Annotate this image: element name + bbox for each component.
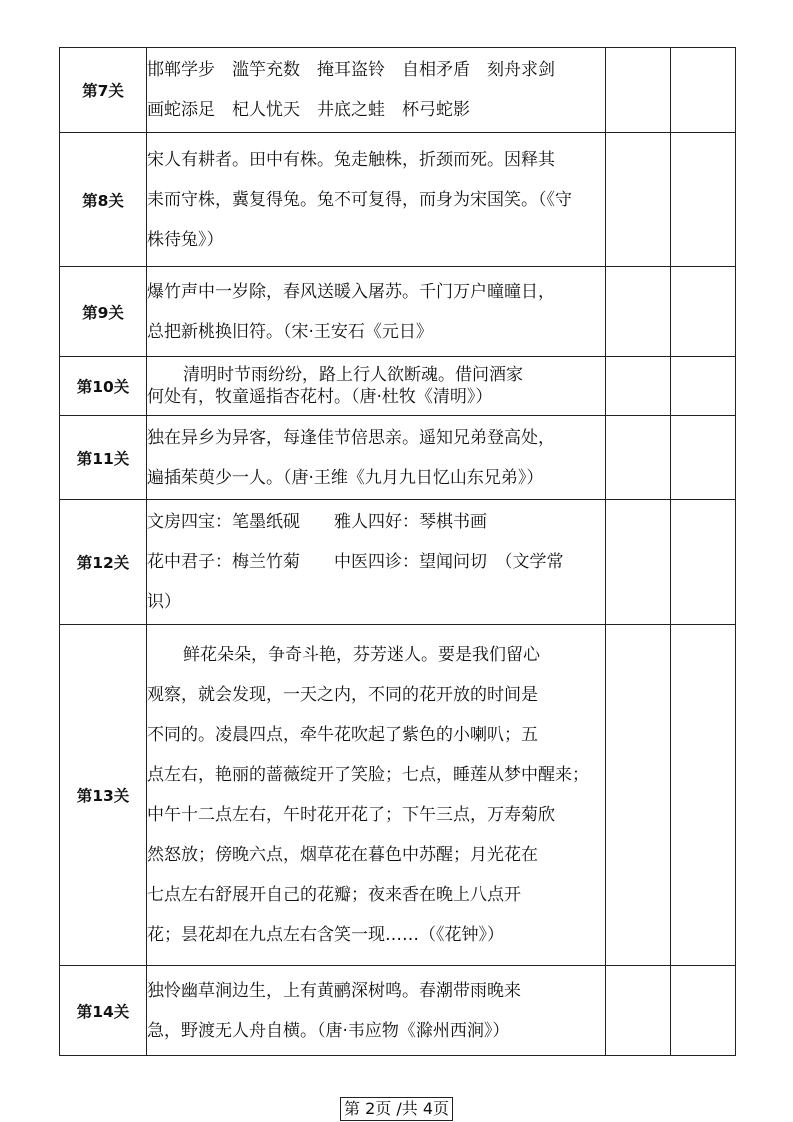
content-line: 总把新桃换旧符。（宋·王安石《元日》 <box>147 321 433 342</box>
blank-cell <box>671 267 736 357</box>
content-line: 中午十二点左右，午时花开花了；下午三点，万寿菊欣 <box>147 805 555 825</box>
content-line: 遍插茱萸少一人。（唐·王维《九月九日忆山东兄弟》） <box>147 467 544 488</box>
content-line: 文房四宝：笔墨纸砚 雅人四好：琴棋书画 <box>147 512 487 532</box>
content-line: 邯郸学步 滥竽充数 掩耳盗铃 自相矛盾 刻舟求剑 <box>147 60 555 80</box>
blank-cell <box>606 267 671 357</box>
content-line: 识） <box>147 592 181 612</box>
content-line: 观察，就会发现，一天之内，不同的花开放的时间是 <box>147 685 538 705</box>
blank-cell <box>606 416 671 500</box>
table-row <box>60 966 736 1056</box>
level-content <box>147 133 606 267</box>
content-line: 独在异乡为异客，每逢佳节倍思亲。遥知兄弟登高处， <box>147 427 555 448</box>
blank-cell <box>671 357 736 416</box>
table-row <box>60 625 736 966</box>
content-line: 花；昙花却在九点左右含笑一现……（《花钟》） <box>147 925 504 945</box>
content-line: 画蛇添足 杞人忧天 井底之蛙 杯弓蛇影 <box>147 100 470 120</box>
table-row <box>60 357 736 416</box>
content-line: 何处有，牧童遥指杏花村。（唐·杜牧《清明》） <box>147 387 493 407</box>
blank-cell <box>671 625 736 966</box>
blank-cell <box>606 625 671 966</box>
content-line: 清明时节雨纷纷，路上行人欲断魂。借问酒家 <box>183 365 523 385</box>
page-footer <box>0 1097 793 1121</box>
content-line: 爆竹声中一岁除，春风送暖入屠苏。千门万户曈曈日， <box>147 281 555 302</box>
content-line: 不同的。凌晨四点，牵牛花吹起了紫色的小喇叭；五 <box>147 725 538 745</box>
table-row <box>60 133 736 267</box>
content-line: 独怜幽草涧边生，上有黄鹂深树鸣。春潮带雨晚来 <box>147 980 521 1001</box>
content-line: 耒而守株，冀复得兔。兔不可复得，而身为宋国笑。（《守 <box>147 189 572 210</box>
table-row <box>60 48 736 133</box>
content-line: 株待兔》） <box>147 229 224 250</box>
content-line: 花中君子：梅兰竹菊 中医四诊：望闻问切 （文学常 <box>147 552 564 572</box>
content-line: 急，野渡无人舟自横。（唐·韦应物《滁州西涧》） <box>147 1020 510 1041</box>
blank-cell <box>606 966 671 1056</box>
level-label: 第13关 <box>60 625 147 966</box>
level-content <box>147 625 606 966</box>
level-label: 第8关 <box>60 133 147 267</box>
content-line: 宋人有耕者。田中有株。兔走触株，折颈而死。因释其 <box>147 149 555 170</box>
table-row <box>60 267 736 357</box>
level-label: 第11关 <box>60 416 147 500</box>
level-content <box>147 48 606 133</box>
blank-cell <box>671 133 736 267</box>
level-content <box>147 966 606 1056</box>
blank-cell <box>671 500 736 625</box>
level-label: 第9关 <box>60 267 147 357</box>
page-number: 第 2页 /共 4页 <box>340 1097 453 1121</box>
level-content <box>147 267 606 357</box>
blank-cell <box>606 133 671 267</box>
blank-cell <box>671 48 736 133</box>
blank-cell <box>606 357 671 416</box>
content-line: 七点左右舒展开自己的花瓣；夜来香在晚上八点开 <box>147 885 521 905</box>
level-content <box>147 500 606 625</box>
content-line: 然怒放；傍晚六点，烟草花在暮色中苏醒；月光花在 <box>147 845 538 865</box>
level-label: 第7关 <box>60 48 147 133</box>
level-label: 第12关 <box>60 500 147 625</box>
level-label: 第10关 <box>60 357 147 416</box>
blank-cell <box>606 500 671 625</box>
content-line: 点左右，艳丽的蔷薇绽开了笑脸；七点，睡莲从梦中醒来； <box>147 765 589 785</box>
blank-cell <box>606 48 671 133</box>
table-row <box>60 416 736 500</box>
level-content <box>147 357 606 416</box>
blank-cell <box>671 416 736 500</box>
levels-table <box>59 47 736 1056</box>
blank-cell <box>671 966 736 1056</box>
level-label: 第14关 <box>60 966 147 1056</box>
level-content <box>147 416 606 500</box>
content-line: 鲜花朵朵，争奇斗艳，芬芳迷人。要是我们留心 <box>183 645 540 665</box>
table-row <box>60 500 736 625</box>
